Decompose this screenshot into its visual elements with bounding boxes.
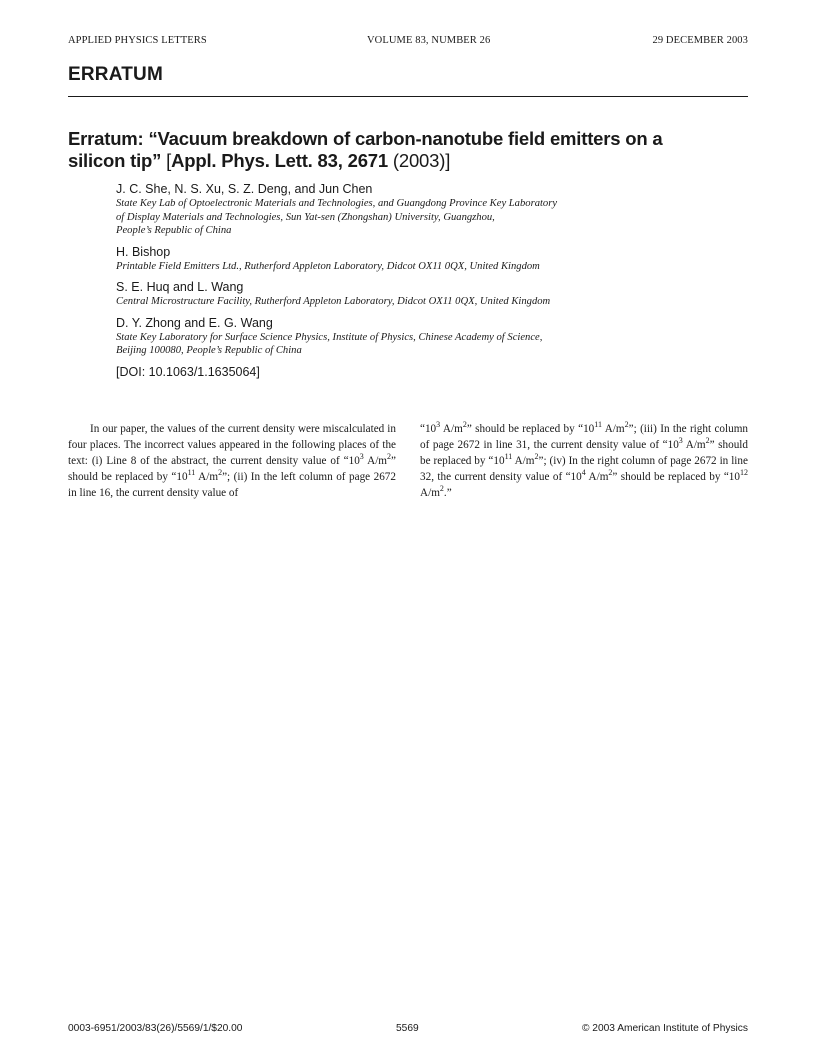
author-group	[116, 182, 656, 238]
title-bracket-open: [	[166, 150, 172, 171]
affiliation-line: State Key Laboratory for Surface Science Physics, Institute of Physics, Chinese Academy of Science,	[116, 331, 543, 343]
running-head-date: 29 DECEMBER 2003	[652, 35, 748, 46]
affiliation-line: of Display Materials and Technologies, Sun Yat-sen (Zhongshan) University, Guangzhou,	[116, 211, 495, 223]
page-number: 5569	[396, 1023, 419, 1034]
author-names: J. C. She, N. S. Xu, S. Z. Deng, and Jun Chen	[116, 182, 373, 196]
author-names: D. Y. Zhong and E. G. Wang	[116, 315, 273, 330]
title-main: Erratum: “Vacuum breakdown of carbon-nanotube field emitters on a silicon tip”	[68, 128, 663, 171]
affiliation-line: State Key Lab of Optoelectronic Materials and Technologies, and Guangdong Province Key Laboratory	[116, 198, 558, 209]
article-title	[68, 128, 688, 172]
affiliation-line: Beijing 100080, People’s Republic of China	[116, 345, 302, 356]
author-group	[116, 245, 656, 274]
section-label: ERRATUM	[68, 64, 163, 85]
affiliation-line: Central Microstructure Facility, Rutherford Appleton Laboratory, Didcot OX11 0QX, United Kingdom	[116, 296, 551, 307]
author-list	[116, 182, 656, 380]
header-divider	[68, 96, 748, 97]
doi: [DOI: 10.1063/1.1635064]	[116, 364, 260, 379]
author-group	[116, 316, 656, 358]
title-citation: Appl. Phys. Lett. 83, 2671	[171, 150, 393, 171]
affiliation-line: Printable Field Emitters Ltd., Rutherford Appleton Laboratory, Didcot OX11 0QX, United Kingdom	[116, 260, 540, 272]
author-group	[116, 280, 656, 309]
body-column-right	[420, 421, 748, 501]
running-head-journal: APPLIED PHYSICS LETTERS	[68, 35, 207, 46]
body-column-left	[68, 421, 396, 501]
footer-code: 0003-6951/2003/83(26)/5569/1/$20.00	[68, 1023, 243, 1034]
title-bracket-close: ]	[445, 150, 451, 171]
affiliation-line: People’s Republic of China	[116, 225, 232, 236]
body-paragraph: In our paper, the values of the current density were miscalculated in four places. The incorrect values appeared in the following places of the text: (i) Line 8 of the abstract, the current density value of “$10^3$ $A/m^2$” should be replaced by “$10^{11}$ $A/m^2$”; (ii) In the left column of page 2672 in line 16, the current density value of	[68, 423, 396, 499]
body-paragraph: “$10^3$ $A/m^2$” should be replaced by “$10^{11}$ $A/m^2$”; (iii) In the right column of page 2672 in line 31, the current density value of “$10^3$ $A/m^2$” should be replaced by “$10^{11}$ $A/m^2$”; (iv) In the right column of page 2672 in line 32, the current density value of “$10^4$ $A/m^2$” should be replaced by “$10^{12}$ $A/m^2$.”	[420, 420, 749, 499]
author-names: H. Bishop	[116, 244, 171, 259]
running-head-volume: VOLUME 83, NUMBER 26	[367, 35, 491, 46]
author-names: S. E. Huq and L. Wang	[116, 280, 244, 294]
title-year: (2003)	[392, 150, 446, 171]
footer-copyright: © 2003 American Institute of Physics	[581, 1023, 748, 1034]
